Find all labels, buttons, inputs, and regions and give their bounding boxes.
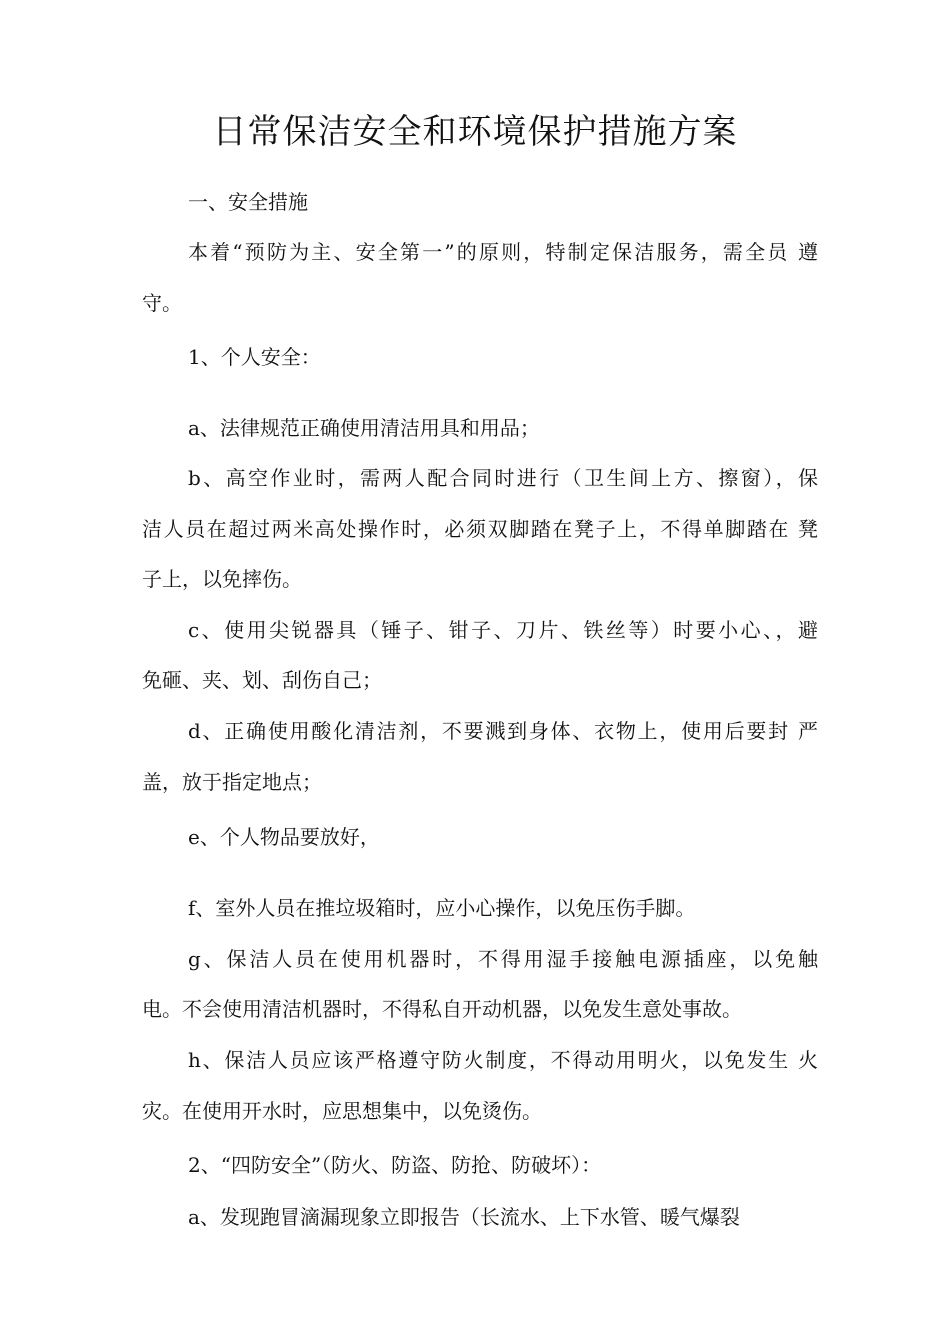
paragraph-line: 灾。在使用开水时，应思想集中，以免烫伤。: [142, 1099, 542, 1123]
paragraph-line: 电。不会使用清洁机器时，不得私自开动机器，以免发生意处事故。: [142, 997, 742, 1021]
paragraph-line: f、室外人员在推垃圾箱时，应小心操作，以免压伤手脚。: [188, 896, 696, 920]
paragraph-line: g、保洁人员在使用机器时，不得用湿手接触电源插座，以免触: [188, 947, 818, 971]
paragraph-line: 盖，放于指定地点；: [142, 770, 322, 794]
paragraph-line: d、正确使用酸化清洁剂，不要溅到身体、衣物上，使用后要封 严: [188, 719, 818, 743]
paragraph-line: a、发现跑冒滴漏现象立即报告（长流水、上下水管、暖气爆裂: [188, 1205, 740, 1229]
subsection-heading: 1、个人安全：: [188, 345, 321, 369]
paragraph-line: 洁人员在超过两米高处操作时，必须双脚踏在凳子上，不得单脚踏在 凳: [142, 517, 818, 541]
paragraph-line: 守。: [142, 291, 182, 315]
paragraph-line: b、高空作业时，需两人配合同时进行（卫生间上方、擦窗），保: [188, 466, 818, 490]
subsection-heading: 2、“四防安全”（防火、防盗、防抢、防破坏）：: [188, 1153, 602, 1177]
paragraph-line: 本着“预防为主、安全第一”的原则，特制定保洁服务，需全员 遵: [188, 240, 818, 264]
paragraph-line: c、使用尖锐器具（锤子、钳子、刀片、铁丝等）时要小心、，避: [188, 618, 818, 642]
paragraph-line: e、个人物品要放好，: [188, 825, 380, 849]
paragraph-line: 子上，以免摔伤。: [142, 567, 302, 591]
document-title: 日常保洁安全和环境保护措施方案: [212, 112, 738, 152]
paragraph-line: 免砸、夹、划、刮伤自己；: [142, 668, 382, 692]
paragraph-line: h、保洁人员应该严格遵守防火制度，不得动用明火，以免发生 火: [188, 1048, 818, 1072]
paragraph-line: a、法律规范正确使用清洁用具和用品；: [188, 416, 540, 440]
section-heading: 一、安全措施: [188, 190, 308, 214]
